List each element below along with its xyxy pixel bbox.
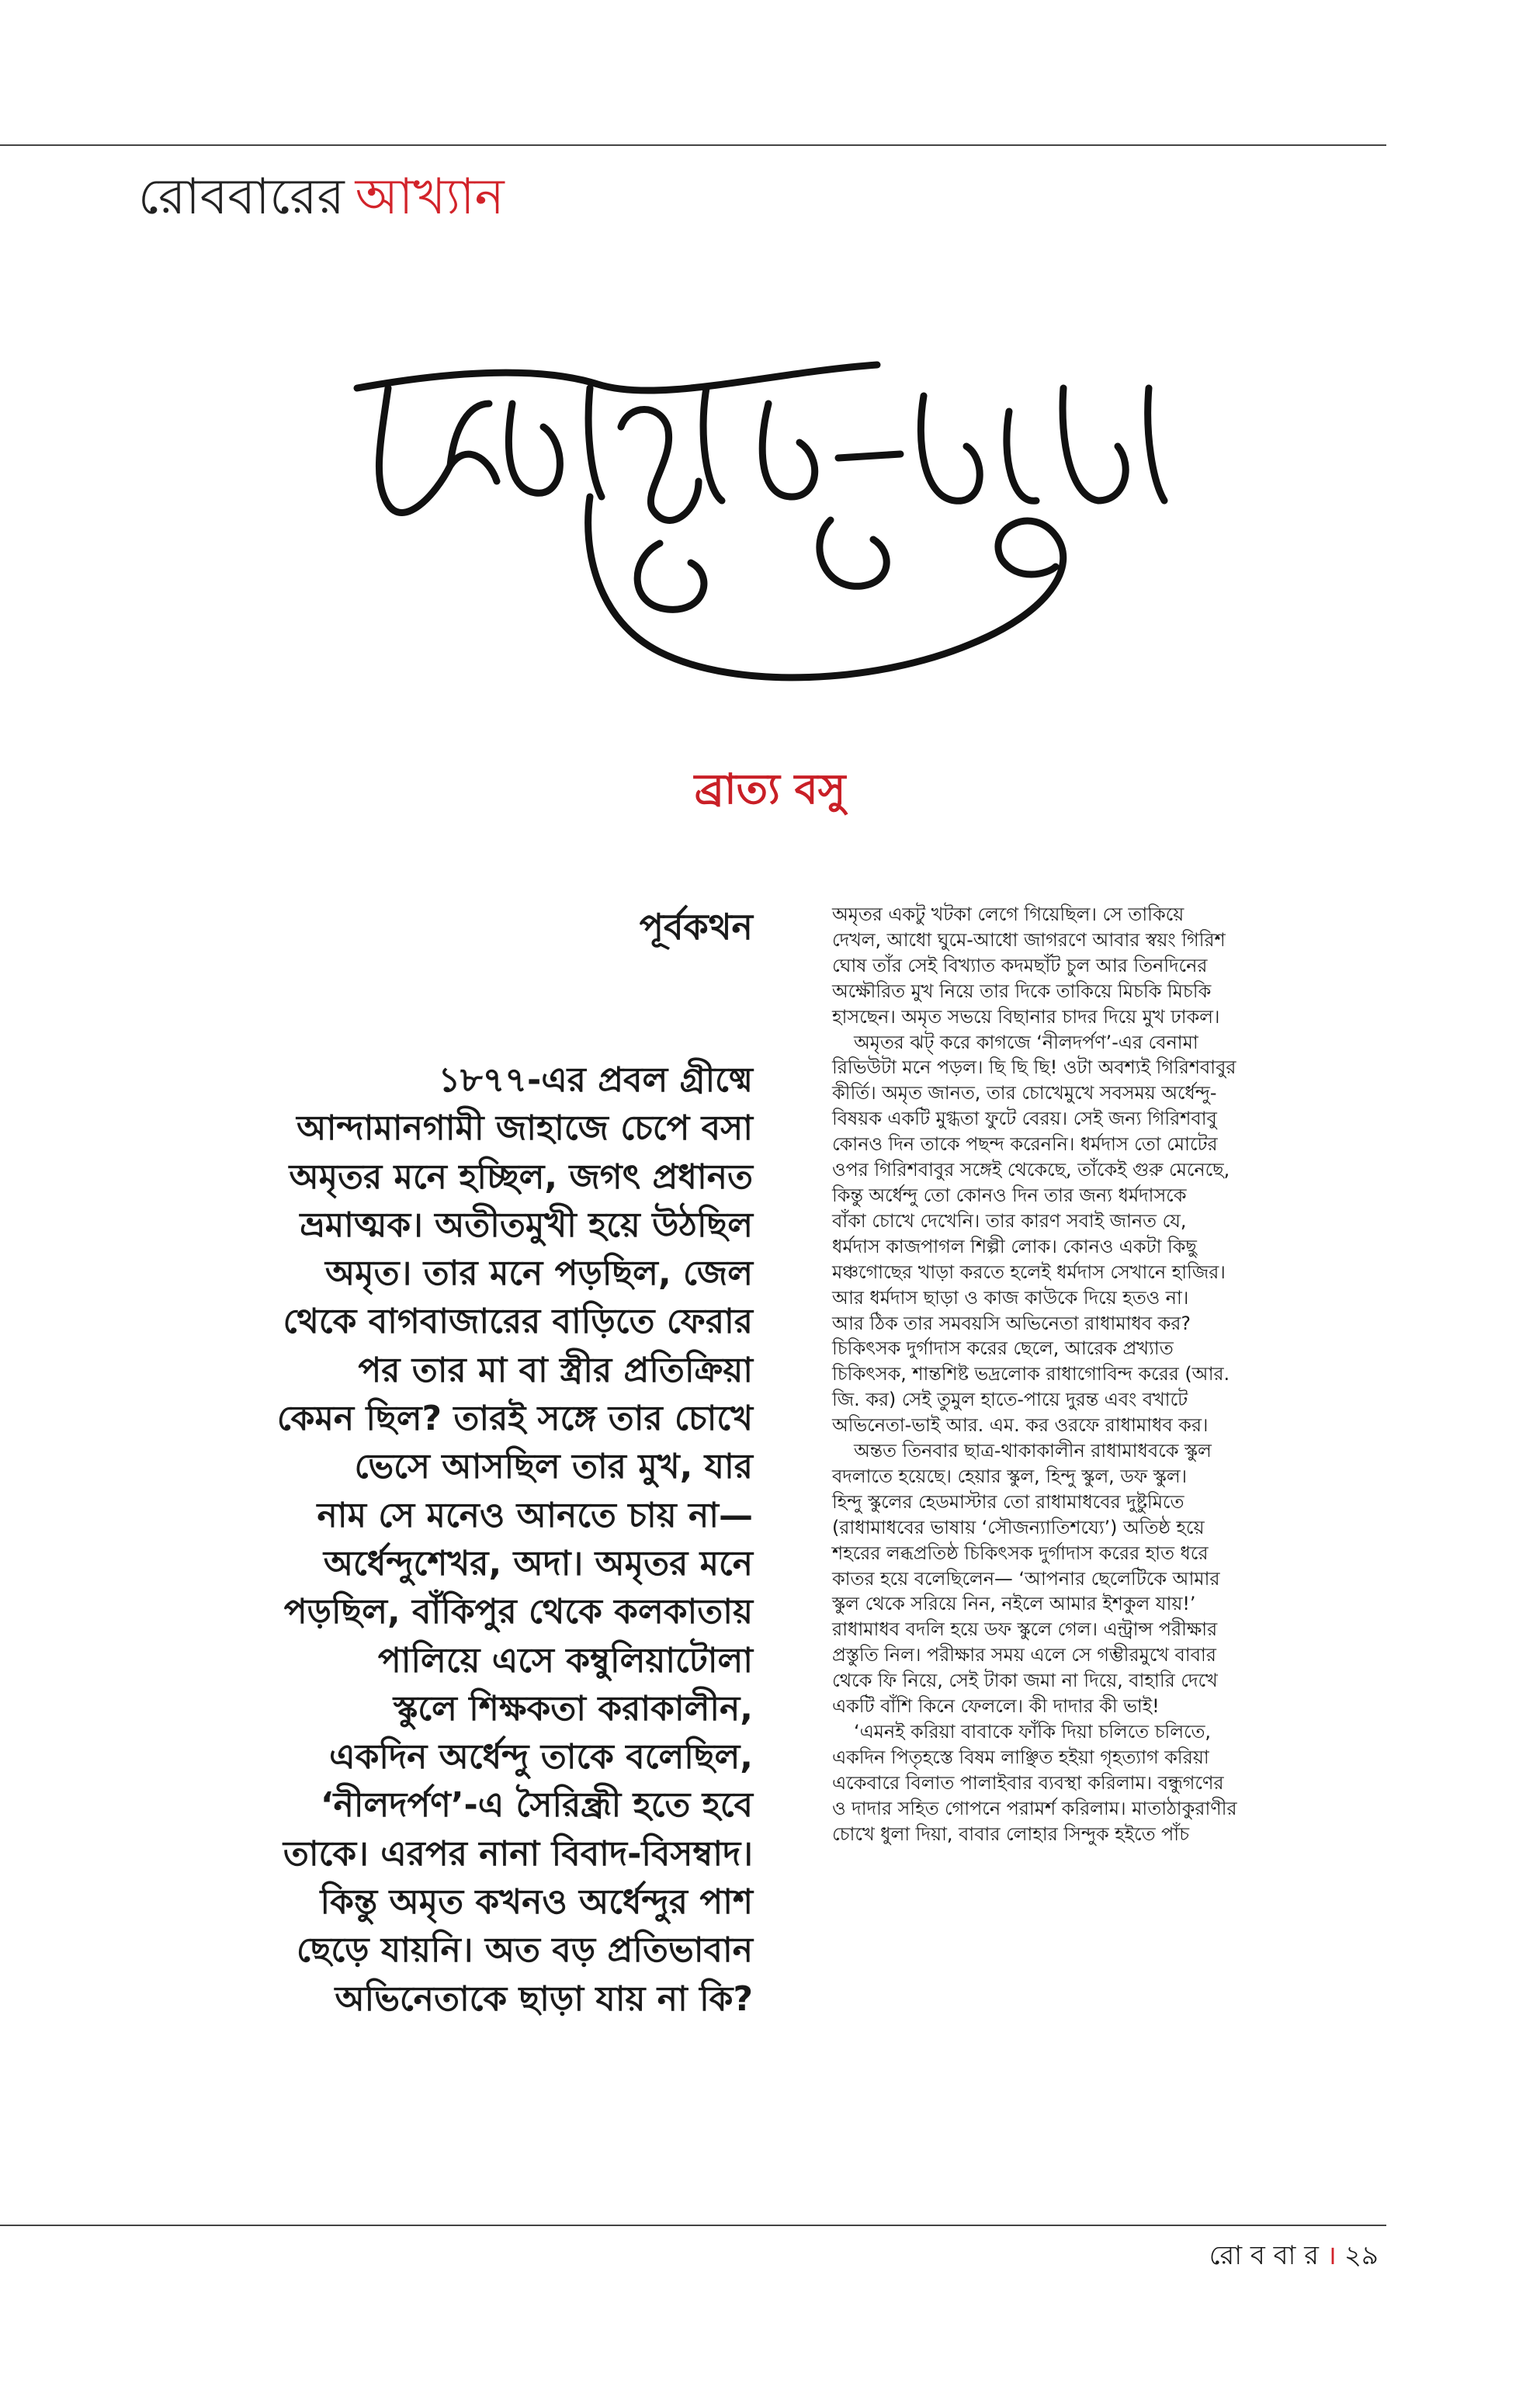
body-line: অন্তত তিনবার ছাত্র-থাকাকালীন রাধামাধবকে স্কুল (854, 1440, 1212, 1462)
body-line: দেখল, আধো ঘুমে-আধো জাগরণে আবার স্বয়ং গিরিশ (832, 928, 1226, 951)
body-line: আর ধর্মদাস ছাড়া ও কাজ কাউকে দিয়ে হতও না। (832, 1286, 1189, 1309)
prologue-line: ভেসে আসছিল তার মুখ, যার (354, 1447, 753, 1487)
body-line: অমৃতর একটু খটকা লেগে গিয়েছিল। সে তাকিয়ে (832, 903, 1184, 925)
page-footer (1209, 2235, 1379, 2280)
body-line: শহরের লব্ধপ্রতিষ্ঠ চিকিৎসক দুর্গাদাস করের হাত ধরে (832, 1542, 1209, 1564)
prologue-line: আন্দামানগামী জাহাজে চেপে বসা (297, 1108, 753, 1149)
top-rule (0, 144, 1386, 146)
body-line: বিষয়ক একটি মুগ্ধতা ফুটে বেরয়। সেই জন্য গিরিশবাবু (832, 1108, 1217, 1130)
prologue-line: পড়ছিল, বাঁকিপুর থেকে কলকাতায় (283, 1592, 753, 1632)
section-header-part1: রোববারের (138, 168, 345, 226)
body-line: হিন্দু স্কুলের হেডমাস্টার তো রাধামাধবের দুষ্টুমিতে (832, 1490, 1184, 1513)
prologue-line: কেমন ছিল? তারই সঙ্গে তার চোখে (276, 1399, 753, 1439)
body-line: একটি বাঁশি কিনে ফেললে। কী দাদার কী ভাই! (832, 1695, 1160, 1718)
body-line: চিকিৎসক, শান্তশিষ্ট ভদ্রলোক রাধাগোবিন্দ করের (আর. (832, 1363, 1230, 1386)
body-line: কোনও দিন তাকে পছন্দ করেননি। ধর্মদাস তো মোটের (832, 1133, 1218, 1156)
prologue-line: ছেড়ে যায়নি। অত বড় প্রতিভাবান (296, 1930, 753, 1971)
prologue-line: ১৮৭৭-এর প্রবল গ্রীষ্মে (438, 1060, 753, 1100)
body-line: ‘এমনই করিয়া বাবাকে ফাঁকি দিয়া চলিতে চলিতে, (854, 1721, 1211, 1743)
section-header (138, 159, 505, 242)
prologue-line: একদিন অর্ধেন্দু তাকে বলেছিল, (329, 1737, 753, 1777)
body-line: বাঁকা চোখে দেখেনি। তার কারণ সবাই জানত যে, (832, 1209, 1187, 1232)
body-line: মঞ্চগোছের খাড়া করতে হলেই ধর্মদাস সেখানে হাজির। (832, 1261, 1226, 1283)
body-line: চোখে ধুলা দিয়া, বাবার লোহার সিন্দুক হইতে পাঁচ (832, 1822, 1189, 1845)
body-line: অমৃতর ঝট্ করে কাগজে ‘নীলদর্পণ’-এর বেনামা (854, 1031, 1198, 1053)
body-line: (রাধামাধবের ভাষায় ‘সৌজন্যাতিশয্যে’) অতিষ্ঠ হয়ে (832, 1516, 1205, 1538)
body-line: অভিনেতা-ভাই আর. এম. কর ওরফে রাধামাধব কর। (832, 1414, 1209, 1437)
footer-separator: । (1326, 2240, 1337, 2271)
body-line: একদিন পিতৃহস্তে বিষম লাঞ্ছিত হইয়া গৃহত্যাগ করিয়া (832, 1746, 1209, 1768)
body-line: ও দাদার সহিত গোপনে পরামর্শ করিলাম। মাতাঠাকুরাণীর (832, 1797, 1237, 1819)
prologue-line: ‘নীলদর্পণ’-এ সৈরিন্ধ্রী হতে হবে (320, 1785, 753, 1826)
section-header-part2: আখ্যান (355, 168, 505, 226)
prologue-line: থেকে বাগবাজারের বাড়িতে ফেরার (283, 1302, 753, 1342)
prologue-line: অমৃতর মনে হচ্ছিল, জগৎ প্রধানত (289, 1157, 753, 1197)
body-line: আর ঠিক তার সমবয়সি অভিনেতা রাধামাধব কর? (832, 1312, 1191, 1334)
body-line: রিভিউটা মনে পড়ল। ছি ছি ছি! ওটা অবশ্যই গিরিশবাবুর (832, 1056, 1237, 1079)
body-line: বদলাতে হয়েছে। হেয়ার স্কুল, হিন্দু স্কুল, ডফ স্কুল। (832, 1465, 1188, 1487)
body-line: কীর্তি। অমৃত জানত, তার চোখেমুখে সবসময় অর্ধেন্দু- (832, 1082, 1217, 1105)
body-line: ধর্মদাস কাজপাগল শিল্পী লোক। কোনও একটা কিছু (832, 1235, 1197, 1257)
prologue-line: স্কুলে শিক্ষকতা করাকালীন, (393, 1688, 753, 1729)
page-number: ২৯ (1344, 2240, 1379, 2271)
body-text-column (832, 902, 1375, 1847)
prologue-heading: পূর্বকথন (639, 906, 753, 948)
body-line: অক্ষৌরিত মুখ নিয়ে তার দিকে তাকিয়ে মিচকি মিচকি (832, 980, 1212, 1002)
body-line: প্রস্তুতি নিল। পরীক্ষার সময় এলে সে গম্ভীরমুখে বাবার (832, 1644, 1216, 1666)
prologue (194, 900, 753, 2024)
footer-magazine-name: রো ব বা র (1209, 2240, 1319, 2271)
body-line: জি. কর) সেই তুমুল হাতে-পায়ে দুরন্ত এবং বখাটে (832, 1389, 1188, 1411)
prologue-line: পালিয়ে এসে কম্বুলিয়াটোলা (377, 1640, 753, 1680)
byline: ব্রাত্য বসু (694, 765, 846, 813)
prologue-line: ভ্রমাত্মক। অতীতমুখী হয়ে উঠছিল (300, 1205, 753, 1245)
body-line: রাধামাধব বদলি হয়ে ডফ স্কুলে গেল। এন্ট্রান্স পরীক্ষার (832, 1618, 1218, 1641)
prologue-line: পর তার মা বা স্ত্রীর প্রতিক্রিয়া (358, 1350, 753, 1390)
body-line: চিকিৎসক দুর্গাদাস করের ছেলে, আরেক প্রখ্যাত (832, 1337, 1174, 1360)
prologue-line: কিন্তু অমৃত কখনও অর্ধেন্দুর পাশ (320, 1882, 753, 1923)
body-line: কাতর হয়ে বলেছিলেন— ‘আপনার ছেলেটিকে আমার (832, 1567, 1220, 1590)
prologue-line: অমৃত। তার মনে পড়ছিল, জেল (325, 1254, 753, 1294)
calligraphy-title (334, 342, 1195, 745)
prologue-line: অর্ধেন্দুশেখর, অদা। অমৃতর মনে (323, 1543, 753, 1583)
body-line: ওপর গিরিশবাবুর সঙ্গেই থেকেছে, তাঁকেই গুরু মেনেছে, (832, 1159, 1230, 1181)
prologue-line: তাকে। এরপর নানা বিবাদ-বিসম্বাদ। (283, 1833, 753, 1874)
body-line: স্কুল থেকে সরিয়ে নিন, নইলে আমার ইশকুল যায়!’ (832, 1593, 1196, 1615)
bottom-rule (0, 2225, 1386, 2226)
prologue-line: অভিনেতাকে ছাড়া যায় না কি? (335, 1979, 753, 2019)
body-line: হাসছেন। অমৃত সভয়ে বিছানার চাদর দিয়ে মুখ ঢাকল। (832, 1005, 1220, 1028)
prologue-line: নাম সে মনেও আনতে চায় না— (317, 1495, 753, 1535)
body-line: থেকে ফি নিয়ে, সেই টাকা জমা না দিয়ে, বাহারি দেখে (832, 1670, 1218, 1692)
body-line: একেবারে বিলাত পালাইবার ব্যবস্থা করিলাম। বন্ধুগণের (832, 1771, 1224, 1794)
body-line: কিন্তু অর্ধেন্দু তো কোনও দিন তার জন্য ধর্মদাসকে (832, 1184, 1187, 1206)
prologue-text (194, 1056, 753, 2024)
body-line: ঘোষ তাঁর সেই বিখ্যাত কদমছাঁট চুল আর তিনদিনের (832, 954, 1208, 976)
